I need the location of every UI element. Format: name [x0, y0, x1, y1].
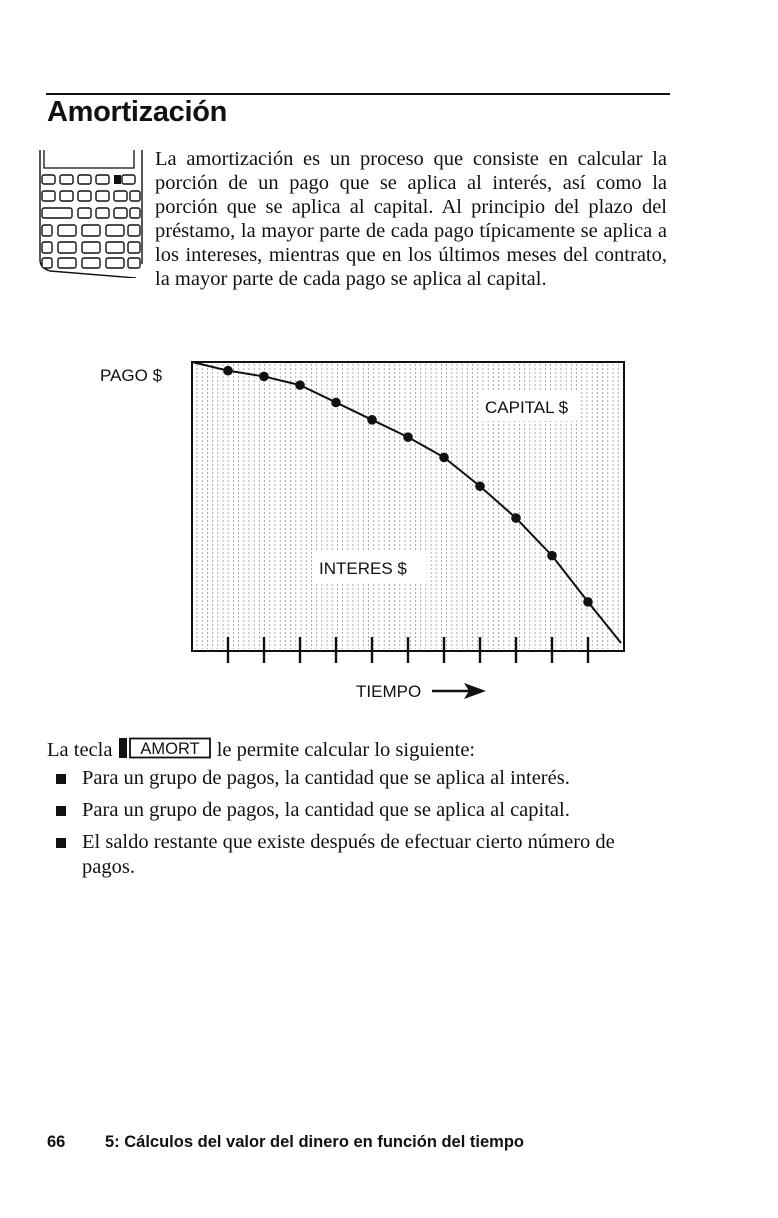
list-item-text: El saldo restante que existe después de efectuar cierto número de pagos. — [82, 831, 615, 878]
list-item — [56, 798, 668, 823]
amortization-chart — [96, 355, 636, 705]
data-point — [403, 432, 413, 442]
amort-key — [118, 737, 212, 766]
interes-label: INTERES $ — [319, 559, 407, 578]
page-footer — [47, 1133, 524, 1152]
data-point — [223, 366, 233, 376]
section-title: Amortización — [47, 96, 228, 128]
data-point — [583, 597, 593, 607]
list-item — [56, 830, 668, 880]
lead-text-after: le permite calcular lo siguiente: — [216, 739, 476, 761]
lead-text-before: La tecla — [47, 739, 113, 761]
calculator-keyboard-icon — [36, 148, 146, 278]
list-item-text: Para un grupo de pagos, la cantidad que se aplica al interés. — [82, 767, 570, 789]
y-axis-label: PAGO $ — [100, 366, 163, 385]
bullet-icon — [56, 806, 66, 816]
data-point — [259, 372, 269, 382]
capital-label: CAPITAL $ — [485, 398, 569, 417]
list-item — [56, 766, 668, 791]
data-point — [439, 453, 449, 463]
data-point — [547, 551, 557, 561]
shift-key-icon — [119, 738, 127, 758]
intro-paragraph: La amortización es un proceso que consiste en calcular la porción de un pago que se aplica al interés, así como la porción que se aplica al capital. Al principio del plazo del préstamo, la mayor parte de cada pago típicamente se aplica a los intereses, mientras que en los últimos meses del contrato, la mayor parte de cada pago se aplica al capital. — [155, 148, 667, 290]
key-intro-line — [47, 737, 475, 766]
amort-key-label: AMORT — [139, 740, 200, 758]
data-point — [367, 415, 377, 425]
chart-canvas — [96, 355, 636, 705]
list-item-text: Para un grupo de pagos, la cantidad que se aplica al capital. — [82, 799, 570, 821]
feature-list — [56, 766, 668, 887]
bullet-icon — [56, 774, 66, 784]
data-point — [331, 398, 341, 408]
data-point — [511, 513, 521, 523]
data-point — [295, 380, 305, 390]
page-number: 66 — [47, 1133, 66, 1151]
bullet-icon — [56, 838, 66, 848]
data-point — [475, 481, 485, 491]
header-rule — [46, 93, 670, 95]
x-axis-label: TIEMPO — [356, 682, 422, 701]
chapter-title: 5: Cálculos del valor del dinero en función del tiempo — [105, 1133, 524, 1151]
